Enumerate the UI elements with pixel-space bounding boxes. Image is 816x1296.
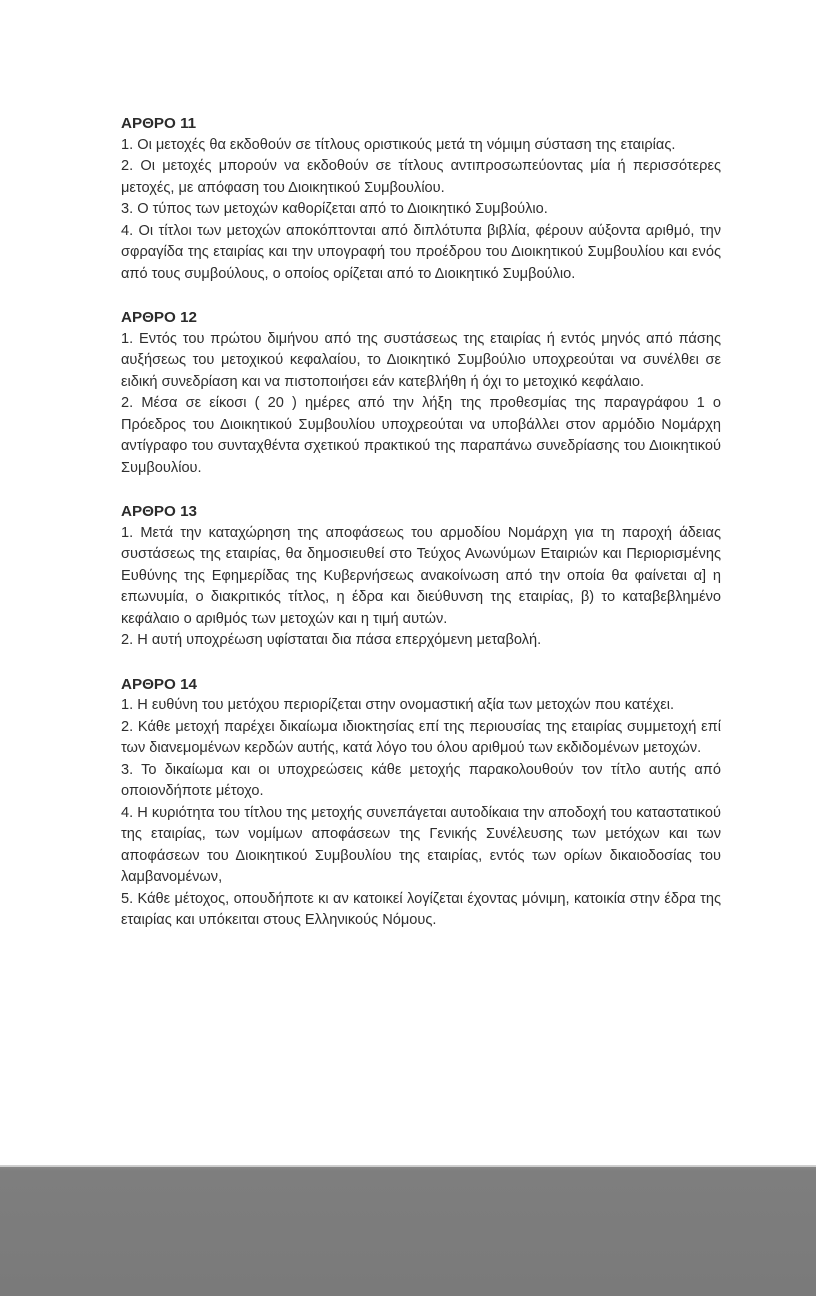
article-title: ΑΡΘΡΟ 11 [121, 115, 197, 132]
document-body [121, 113, 721, 954]
article-paragraph: 4. Οι τίτλοι των μετοχών αποκόπτονται από διπλότυπα βιβλία, φέρουν αύξοντα αριθμό, την σφραγίδα της εταιρίας και την υπογραφή του προέδρου του Διοικητικού Συμβουλίου και ενός από τους συμβούλους, ο οποίος ορίζεται από το Διοικητικό Συμβούλιο. [121, 222, 721, 282]
article-title: ΑΡΘΡΟ 12 [121, 309, 197, 326]
article-paragraph: 2. Η αυτή υποχρέωση υφίσταται δια πάσα επερχόμενη μεταβολή. [121, 632, 542, 648]
article-title: ΑΡΘΡΟ 14 [121, 675, 197, 693]
article-14 [121, 674, 721, 932]
article-11 [121, 113, 721, 285]
article-13 [121, 501, 721, 652]
scanner-background [0, 1167, 816, 1296]
article-12 [121, 307, 721, 479]
article-paragraph: 1. Μετά την καταχώρηση της αποφάσεως του αρμοδίου Νομάρχη για τη παροχή άδειας συστάσεως της εταιρίας, θα δημοσιευθεί στο Τεύχος Ανωνύμων Εταιριών και Περιορισμένης Ευθύνης της Εφημερίδας της Κυβερνήσεως ανακοίνωση από την οποία θα φαίνεται α] η επωνυμία, ο διακριτικός τίτλος, η έδρα και διεύθυνση της εταιρίας, β) το καταβεβλημένο κεφάλαιο ο αριθμός των μετοχών και η τιμή αυτών. [121, 524, 721, 627]
article-paragraph: 5. Κάθε μέτοχος, οπουδήποτε κι αν κατοικεί λογίζεται έχοντας μόνιμη, κατοικία στην έδρα της εταιρίας και υπόκειται στους Ελληνικούς Νόμους. [121, 890, 721, 928]
article-paragraph: 3. Το δικαίωμα και οι υποχρεώσεις κάθε μετοχής παρακολουθούν τον τίτλο αυτής από οποιονδήποτε μέτοχο. [121, 761, 721, 799]
article-paragraph: 1. Η ευθύνη του μετόχου περιορίζεται στην ονομαστική αξία των μετοχών που κατέχει. [121, 697, 675, 713]
article-title: ΑΡΘΡΟ 13 [121, 503, 197, 520]
article-paragraph: 1. Οι μετοχές θα εκδοθούν σε τίτλους οριστικούς μετά τη νόμιμη σύσταση της εταιρίας. [121, 136, 676, 153]
article-paragraph: 1. Εντός του πρώτου διμήνου από της συστάσεως της εταιρίας ή εντός μηνός από πάσης αυξήσεως του μετοχικού κεφαλαίου, το Διοικητικό Συμβούλιο υποχρεούται να συνέλθει σε ειδική συνεδρίαση και να πιστοποιήσει εάν κατεβλήθη ή όχι το μετοχικό κεφάλαιο. [121, 330, 721, 390]
article-paragraph: 2. Οι μετοχές μπορούν να εκδοθούν σε τίτλους αντιπροσωπεύοντας μία ή περισσότερες μετοχές, με απόφαση του Διοικητικού Συμβουλίου. [121, 158, 721, 196]
article-paragraph: 4. Η κυριότητα του τίτλου της μετοχής συνεπάγεται αυτοδίκαια την αποδοχή του καταστατικού της εταιρίας, των νομίμων αποφάσεων της Γενικής Συνέλευσης των μετόχων και των αποφάσεων του Διοικητικού Συμβουλίου της εταιρίας, εντός των ορίων δικαιοδοσίας του λαμβανομένων, [121, 804, 721, 885]
article-paragraph: 2. Μέσα σε είκοσι ( 20 ) ημέρες από την λήξη της προθεσμίας της παραγράφου 1 ο Πρόεδρος του Διοικητικού Συμβουλίου υποχρεούται να υποβάλλει στον αρμόδιο Νομάρχη αντίγραφο του συνταχθέντα σχετικού πρακτικού της παραπάνω συνεδρίασης του Διοικητικού Συμβουλίου. [121, 395, 721, 476]
article-paragraph: 2. Κάθε μετοχή παρέχει δικαίωμα ιδιοκτησίας επί της περιουσίας της εταιρίας συμμετοχή επί των διανεμομένων κερδών αυτής, κατά λόγο του όλου αριθμού των εκδιδομένων μετοχών. [121, 718, 721, 756]
article-paragraph: 3. Ο τύπος των μετοχών καθορίζεται από το Διοικητικό Συμβούλιο. [121, 201, 548, 217]
